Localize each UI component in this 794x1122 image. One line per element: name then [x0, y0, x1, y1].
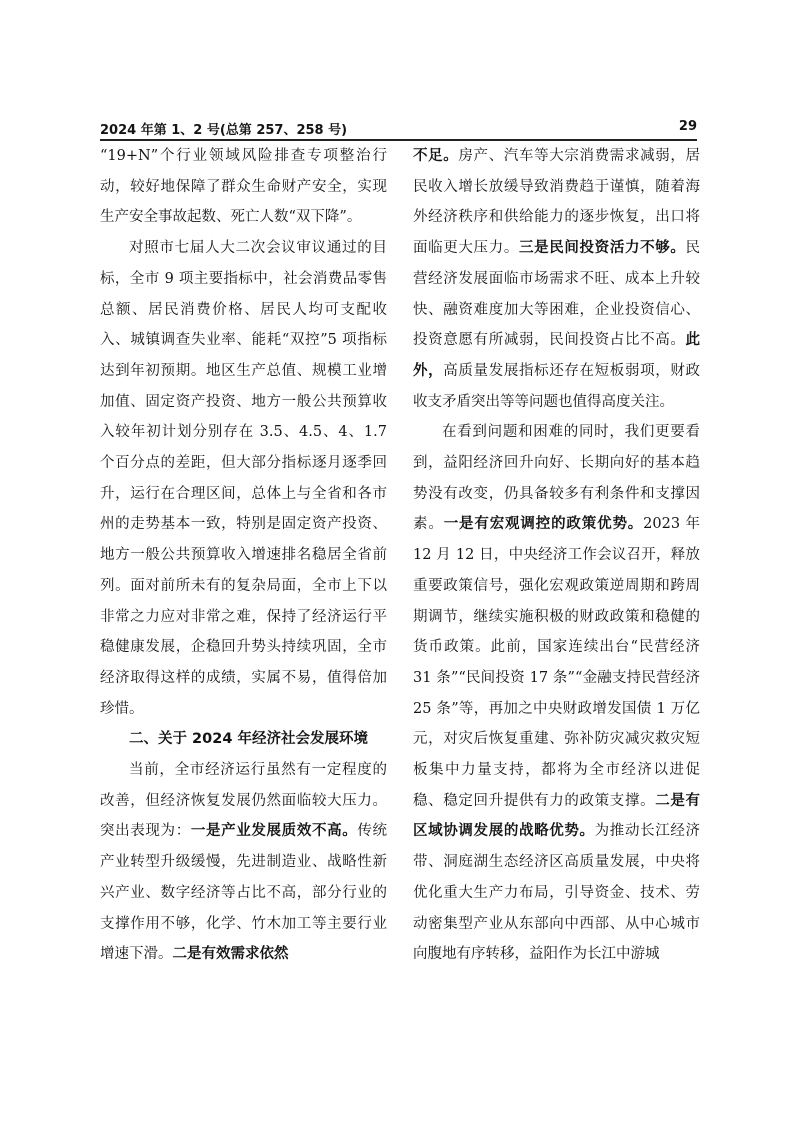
bold-point: 不足。: [413, 148, 459, 164]
text-span: 在看到问题和困难的同时，我们更要看到，益阳经济回升向好、长期向好的基本趋势没有改变，仍具备较多有利条件和支撑因素。: [413, 424, 700, 533]
right-column: [413, 141, 700, 970]
paragraph-pressures: [100, 755, 387, 970]
bold-point: 一是有宏观调控的政策优势。: [443, 516, 644, 533]
bold-point: 三是民间投资活力不够。: [518, 240, 686, 257]
bold-point: 此外，: [413, 332, 700, 379]
text-span: 2023 年 12 月 12 日，中央经济工作会议召开，释放重要政策信号，强化宏观政策逆周期和跨周期调节，继续实施积极的财政政策和稳健的货币政策。此前，国家连续出台“民营经济 31 条”“民间投资 17 条”“金融支持民营经济 25 条”等，再加之中央财政增发国债 1 万亿元，对灾后恢复重建、弥补防灾减灾救灾短板集中力量支持，都将为全市经济以进促稳、稳定回升提供有力的政策支撑。: [413, 516, 701, 809]
paragraph-indicators: 对照市七届人大二次会议审议通过的目标，全市 9 项主要指标中，社会消费品零售总额、居民消费价格、居民人均可支配收入、城镇调查失业率、能耗“双控”5 项指标达到年初预期。地区生产总值、规模工业增加值、固定资产投资、地方一般公共预算收入较年初计划分别存在 3.5、4.5、4、1.7 个百分点的差距，但大部分指标逐月逐季回升，运行在合理区间，总体上与全省和各市州的走势基本一致，特别是固定资产投资、地方一般公共预算收入增速排名稳居全省前列。面对前所未有的复杂局面，全市上下以非常之力应对非常之难，保持了经济运行平稳健康发展，企稳回升势头持续巩固，全市经济取得这样的成绩，实属不易，值得倍加珍惜。: [100, 240, 387, 717]
page-header: [100, 115, 697, 141]
issue-label: 2024 年第 1、2 号(总第 257、258 号): [100, 123, 348, 138]
bold-point: 二是有效需求依然: [172, 946, 289, 963]
paragraph-demand: [413, 141, 700, 417]
paragraph-advantages: [413, 417, 700, 970]
section-heading: 二、关于 2024 年经济社会发展环境: [129, 731, 368, 748]
left-column: [100, 141, 387, 970]
page-number: 29: [678, 119, 697, 134]
bold-point: 二是有区域协调发展的战略优势。: [413, 792, 701, 840]
text-span: 为推动长江经济带、洞庭湖生态经济区高质量发展，中央将优化重大生产力布局，引导资金、技术、劳动密集型产业从东部向中西部、从中心城市向腹地有序转移，益阳作为长江中游城: [413, 823, 701, 963]
text-span: 高质量发展指标还存在短板弱项，财政收支矛盾突出等等问题也值得高度关注。: [413, 362, 701, 410]
bold-point: 一是产业发展质效不高。: [190, 823, 358, 840]
text-span: 房产、汽车等大宗消费需求减弱，居民收入增长放缓导致消费趋于谨慎，随着海外经济秩序和供给能力的逐步恢复，出口将面临更大压力。: [413, 148, 701, 257]
text-span: 民营经济发展面临市场需求不旺、成本上升较快、融资难度加大等困难，企业投资信心、投资意愿有所减弱，民间投资占比不高。: [413, 240, 701, 349]
paragraph-continued: “19+N”个行业领域风险排查专项整治行动，较好地保障了群众生命财产安全，实现生产安全事故起数、死亡人数“双下降”。: [100, 148, 387, 226]
text-span: 当前，全市经济运行虽然有一定程度的改善，但经济恢复发展仍然面临较大压力。突出表现为：: [100, 762, 387, 840]
text-span: 传统产业转型升级缓慢，先进制造业、战略性新兴产业、数字经济等占比不高，部分行业的支撑作用不够，化学、竹木加工等主要行业增速下滑。: [100, 823, 388, 963]
